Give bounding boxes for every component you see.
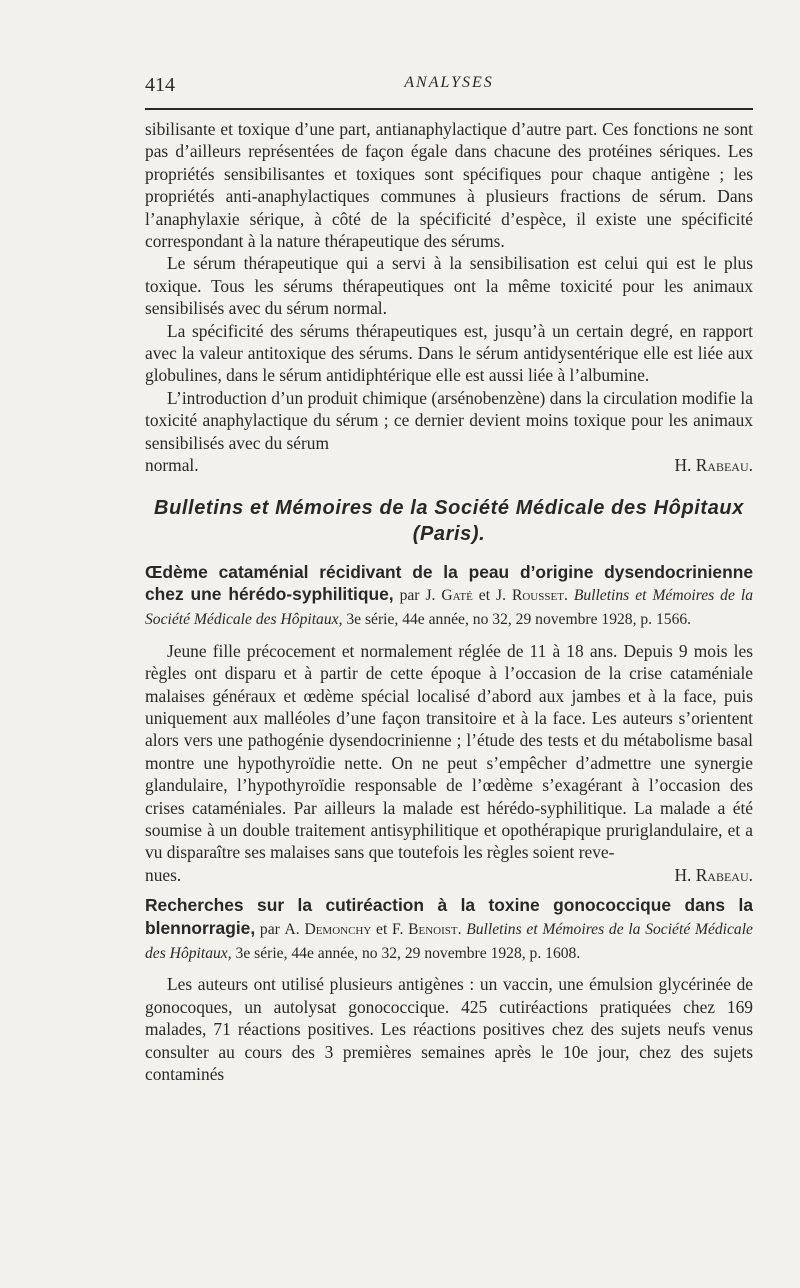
paragraph: Le sérum thérapeutique qui a servi à la sensibilisation est celui qui est le plus toxique. Tous les sérums thérapeutiques ont la même toxicité pour les animaux sensibilisés avec du sérum normal.	[145, 253, 753, 319]
paragraph: Jeune fille précocement et normalement réglée de 11 à 18 ans. Depuis 9 mois les règles ont disparu et à partir de cette époque à l’occasion de la crise cataméniale malaises généraux et œdème spécial localisé d’abord aux jambes et à la face, puis uniquement aux malléoles d’une façon transitoire et à la face. Les auteurs s’orientent alors vers une pathogénie dysendocrinienne ; l’étude des tests et du métabolisme basal montre une hypothyroïdie nette. On ne peut s’empêcher d’admettre une synergie glandulaire, l’hypothyroïdie responsable de l’œdème s’exagérant à l’occasion des crises cataméniales. Par ailleurs la malade est hérédo-syphilitique. La malade a été soumise à un double traitement antisyphilitique et opothérapique pruriglandulaire, et a vu disparaître ses malaises sans que toutefois les règles soient reve-	[145, 640, 753, 863]
ref-text: et	[371, 920, 393, 938]
running-title: ANALYSES	[404, 74, 494, 91]
ref-text: .	[563, 586, 574, 604]
paragraph: sibilisante et toxique d’une part, antianaphylactique d’autre part. Ces fonctions ne sont pas d’ailleurs représentées de façon égale dans chacune des protéines sériques. Les propriétés sensibilisantes et toxiques sont spécifiques pour chaque antigène ; les propriétés anti-anaphylactiques communes à plusieurs fractions de sérum. Dans l’anaphylaxie sérique, à côté de la spécificité d’espèce, il existe une spécificité correspondant à la nature thérapeutique des sérums.	[145, 119, 753, 252]
author-signature: H. Rabeau.	[674, 864, 753, 885]
section-title-line: Bulletins et Mémoires de la Société Médicale des Hôpitaux	[154, 496, 744, 519]
header-rule	[145, 108, 753, 110]
closing-line	[145, 864, 753, 886]
article-author: A. Demonchy	[284, 920, 372, 938]
page-body	[145, 118, 753, 1085]
journal-title: Bulletins et Mémoires de la Société Médicale des Hôpitaux	[145, 586, 754, 629]
ref-text: .	[457, 920, 467, 938]
article-heading	[145, 561, 753, 632]
article-author: J. Rousset	[496, 586, 564, 604]
ref-text: par	[255, 920, 285, 938]
article-title: Recherches sur la cutiréaction à la toxine gonococcique dans la blennorragie,	[145, 895, 753, 938]
article-author: J. Gaté	[425, 586, 473, 604]
paragraph: L’introduction d’un produit chimique (arsénobenzène) dans la circulation modifie la toxicité anaphylactique du sérum ; ce dernier devient moins toxique pour les animaux sensibilisés avec du sérum	[145, 387, 753, 453]
paragraph-end: nues.	[145, 864, 182, 885]
running-head	[145, 74, 753, 100]
section-title	[145, 495, 753, 547]
paragraph-end: normal.	[145, 455, 199, 476]
ref-text: et	[472, 586, 497, 604]
article-author: F. Benoist	[392, 920, 458, 938]
citation-details: , 3e série, 44e année, no 32, 29 novembre 1928, p. 1608.	[227, 945, 581, 962]
paragraph: La spécificité des sérums thérapeutiques est, jusqu’à un certain degré, en rapport avec la valeur antitoxique des sérums. Dans le sérum antidysentérique elle est liée aux globulines, dans le sérum antidiphtérique elle est aussi liée à l’albumine.	[145, 320, 753, 386]
article-title: Œdème cataménial récidivant de la peau d’origine dysendocrinienne chez une hérédo-syphilitique,	[145, 561, 753, 604]
page-number: 414	[145, 74, 175, 96]
section-title-line: (Paris).	[412, 522, 486, 545]
author-signature: H. Rabeau.	[674, 455, 753, 476]
closing-line	[145, 454, 753, 476]
journal-title: Bulletins et Mémoires de la Société Médicale des Hôpitaux	[145, 920, 753, 962]
ref-text: par	[393, 586, 426, 604]
citation-details: , 3e série, 44e année, no 32, 29 novembre 1928, p. 1566.	[338, 611, 692, 629]
paragraph: Les auteurs ont utilisé plusieurs antigènes : un vaccin, une émulsion glycérinée de gonocoques, un autolysat gonococcique. 425 cutiréactions pratiquées chez 169 malades, 71 réactions positives. Les réactions positives chez des sujets neufs venus consulter au cours des 3 premières semaines après le 10e jour, chez des sujets contaminés	[145, 974, 753, 1085]
article-heading	[145, 894, 753, 965]
